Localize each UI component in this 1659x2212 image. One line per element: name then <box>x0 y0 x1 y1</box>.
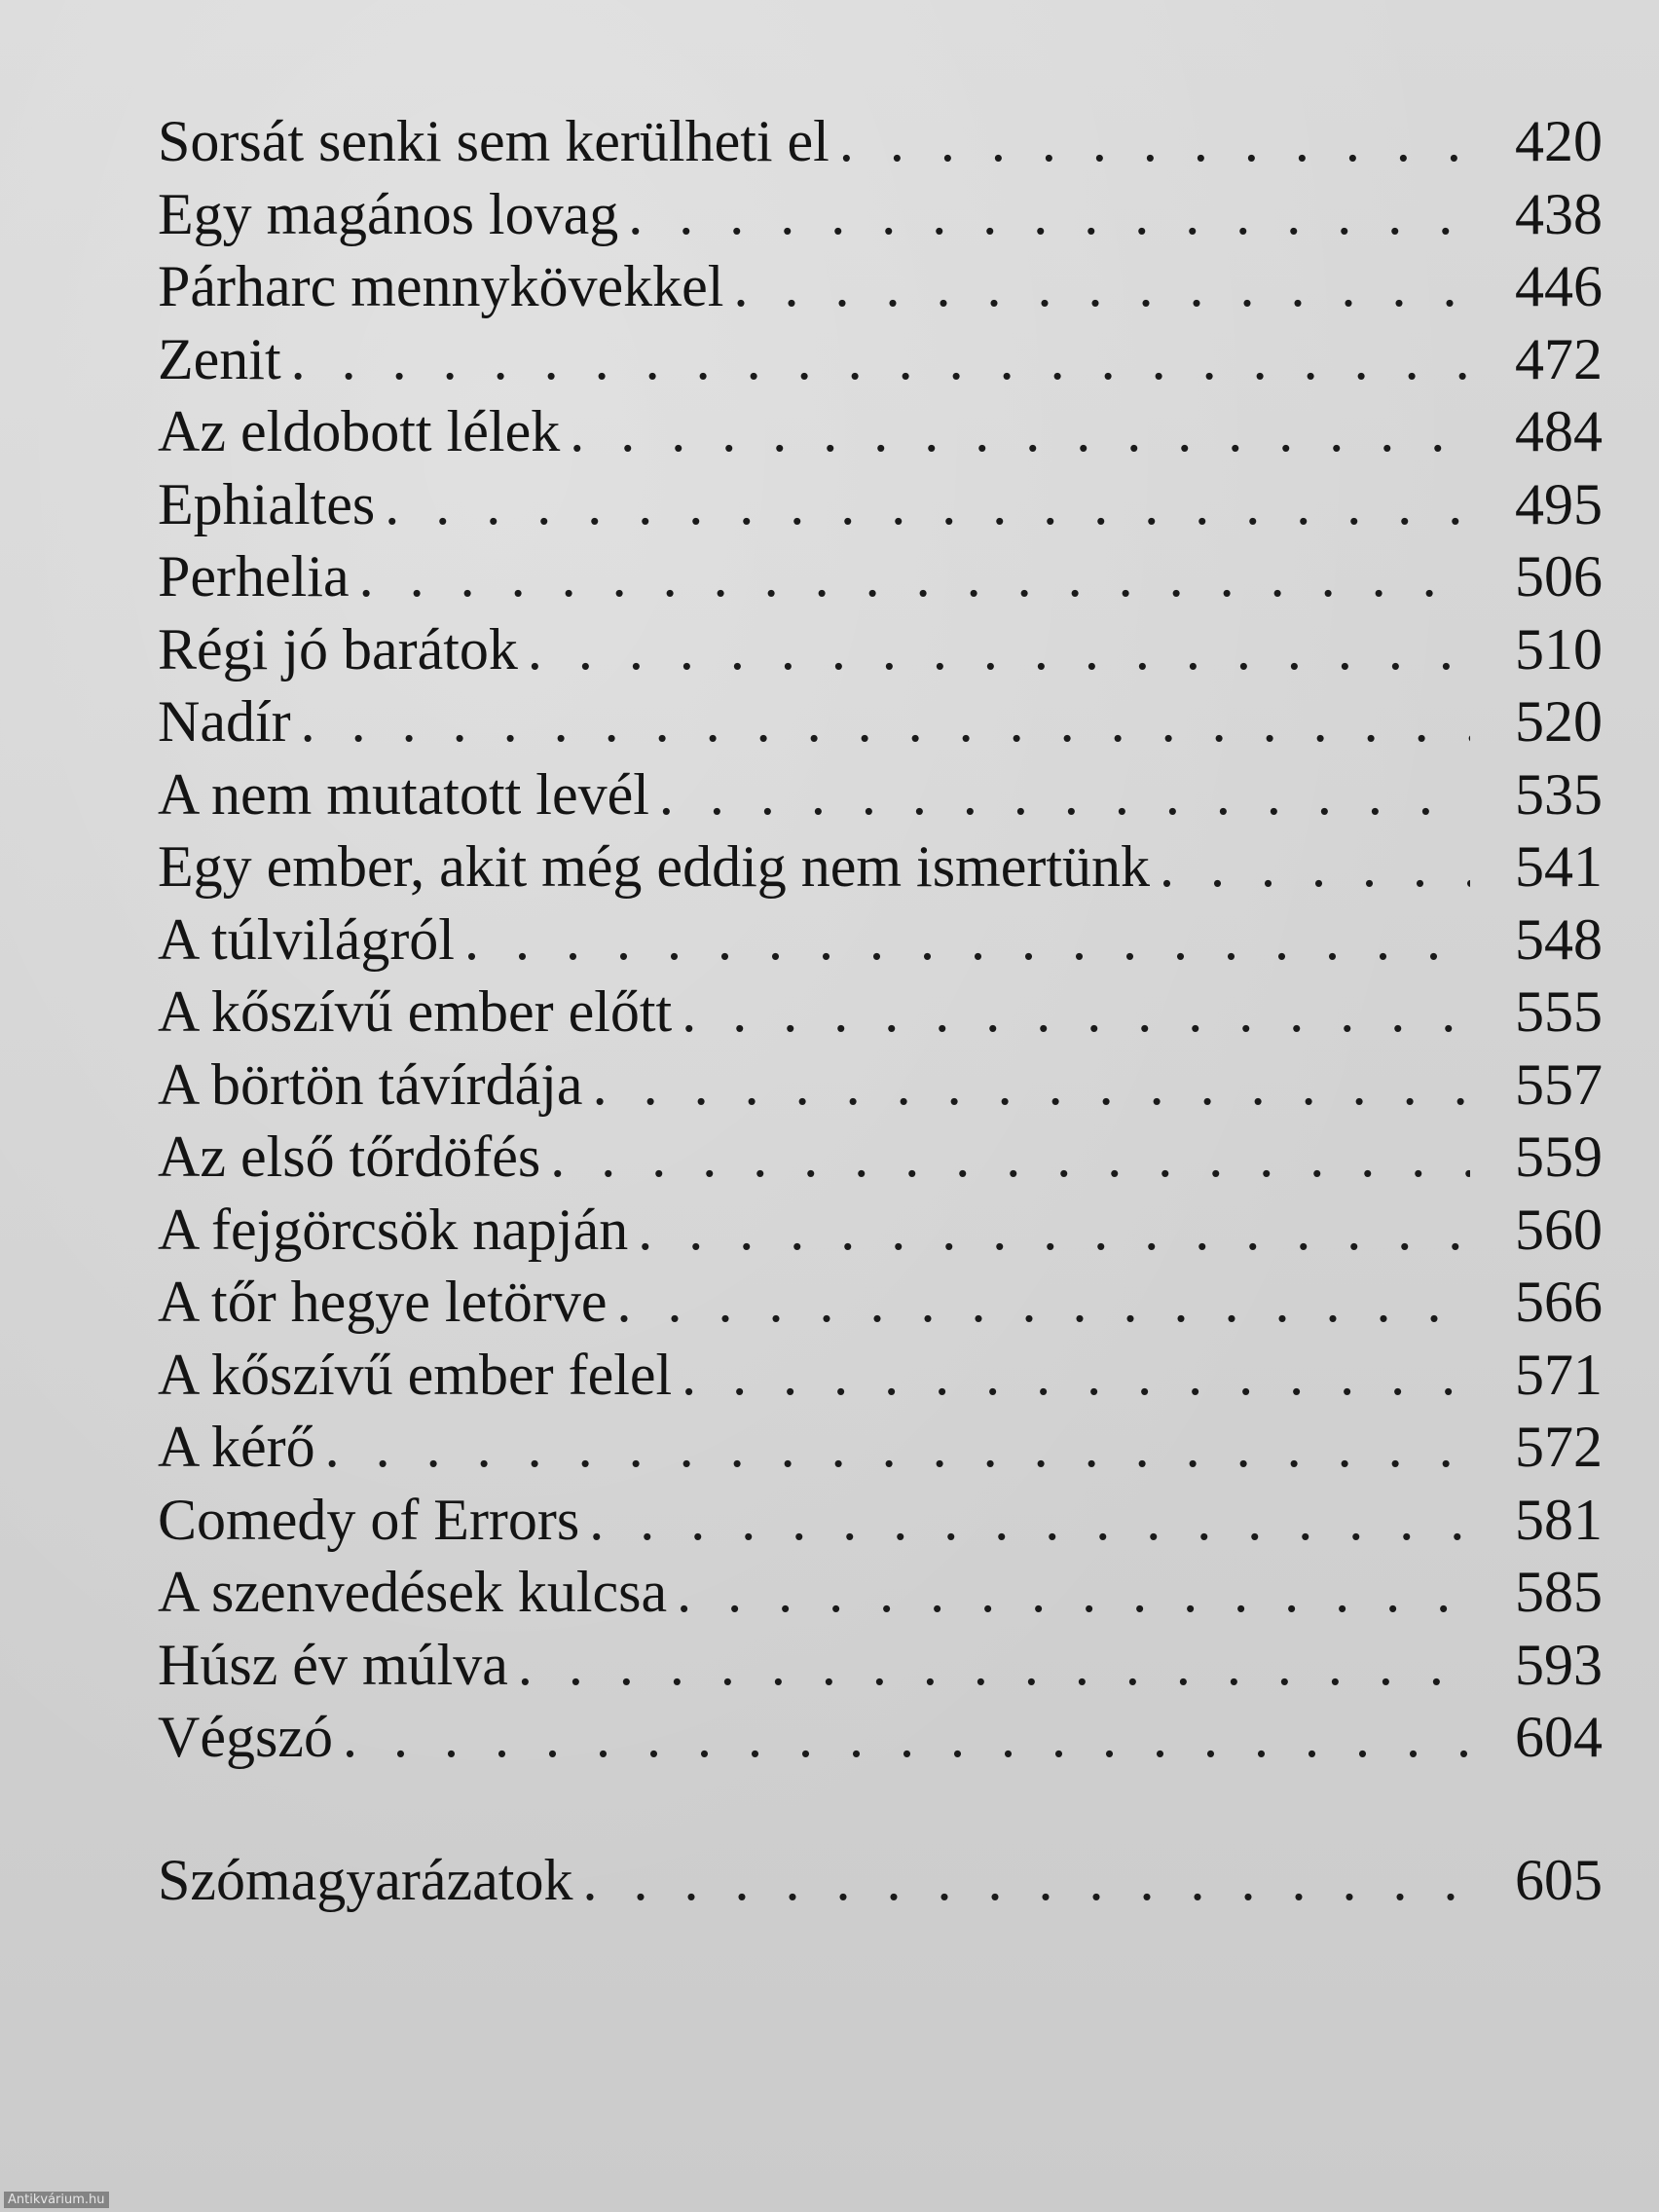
dot-leader <box>608 1266 1470 1339</box>
toc-entry-page: 520 <box>1515 689 1603 754</box>
toc-entry-title: Az eldobott lélek <box>158 399 561 463</box>
toc-entry <box>158 903 1603 977</box>
dot-leader <box>579 1484 1470 1557</box>
toc-entry-page: 535 <box>1515 761 1603 827</box>
dot-leader <box>572 1844 1470 1917</box>
toc-entry-page: 560 <box>1515 1197 1603 1262</box>
toc-entry-title: Az első tőrdöfés <box>158 1124 541 1189</box>
dot-leader <box>508 1629 1470 1702</box>
toc-entry-title: Nadír <box>158 689 291 754</box>
toc-entry-title: Sorsát senki sem kerülheti el <box>158 109 830 173</box>
toc-entry <box>158 1411 1603 1484</box>
toc-entry <box>158 685 1603 758</box>
toc-entry-page: 510 <box>1515 616 1603 682</box>
toc-entry-page: 571 <box>1515 1342 1603 1407</box>
toc-entry-page: 541 <box>1515 834 1603 899</box>
toc-entry-page: 472 <box>1515 326 1603 391</box>
toc-entry-title: Egy ember, akit még eddig nem ismertünk <box>158 834 1151 899</box>
toc-entry <box>158 1049 1603 1122</box>
dot-leader <box>628 1194 1470 1267</box>
table-of-contents <box>158 105 1603 1916</box>
dot-leader <box>583 1049 1470 1122</box>
dot-leader <box>723 250 1470 323</box>
toc-entry-page: 420 <box>1515 109 1603 173</box>
dot-leader <box>518 613 1470 686</box>
toc-entry-title: Ephialtes <box>158 471 376 536</box>
toc-entry-page: 593 <box>1515 1632 1603 1697</box>
toc-entry-title: Végszó <box>158 1705 333 1769</box>
toc-entry-title: A kőszívű ember előtt <box>158 979 673 1044</box>
dot-leader <box>455 903 1470 977</box>
toc-entry-title: A börtön távírdája <box>158 1051 583 1117</box>
toc-entry-page: 555 <box>1515 979 1603 1044</box>
toc-entry-page: 604 <box>1515 1705 1603 1769</box>
toc-entry-title: Comedy of Errors <box>158 1487 580 1552</box>
toc-entry-title: Zenit <box>158 326 281 391</box>
toc-entry <box>158 1556 1603 1629</box>
toc-appendix-entry <box>158 1844 1603 1917</box>
toc-entry <box>158 178 1603 251</box>
dot-leader <box>350 540 1470 613</box>
toc-entry-title: Húsz év múlva <box>158 1632 508 1697</box>
toc-entry <box>158 1121 1603 1194</box>
toc-entry-page: 572 <box>1515 1415 1603 1479</box>
toc-entry-title: A kérő <box>158 1415 315 1479</box>
toc-entry-page: 581 <box>1515 1487 1603 1552</box>
toc-entry <box>158 540 1603 613</box>
toc-entry <box>158 1194 1603 1267</box>
dot-leader <box>540 1121 1470 1194</box>
toc-entry-page: 495 <box>1515 471 1603 536</box>
toc-entry-title: A szenvedések kulcsa <box>158 1560 668 1624</box>
dot-leader <box>333 1701 1470 1774</box>
toc-appendix-page: 605 <box>1515 1847 1603 1912</box>
toc-entry-title: Egy magános lovag <box>158 181 619 246</box>
dot-leader <box>649 758 1470 831</box>
toc-appendix-title: Szómagyarázatok <box>158 1847 573 1912</box>
toc-entry <box>158 758 1603 831</box>
toc-entry-page: 559 <box>1515 1124 1603 1189</box>
toc-entry <box>158 105 1603 178</box>
toc-entry-title: A tőr hegye letörve <box>158 1270 608 1334</box>
dot-leader <box>672 976 1470 1049</box>
dot-leader <box>1150 830 1470 903</box>
dot-leader <box>830 105 1470 178</box>
dot-leader <box>315 1411 1470 1484</box>
toc-entry-page: 484 <box>1515 399 1603 463</box>
toc-entry <box>158 1339 1603 1412</box>
toc-entry <box>158 323 1603 396</box>
toc-entry-title: Régi jó barátok <box>158 616 518 682</box>
toc-entry <box>158 468 1603 541</box>
toc-entry-page: 548 <box>1515 906 1603 972</box>
toc-entry-page: 506 <box>1515 544 1603 608</box>
toc-entry-title: Párharc mennykövekkel <box>158 254 724 318</box>
section-gap <box>158 1774 1603 1844</box>
dot-leader <box>618 178 1470 251</box>
dot-leader <box>672 1339 1470 1412</box>
dot-leader <box>560 395 1470 468</box>
toc-entry <box>158 613 1603 686</box>
toc-entry-page: 566 <box>1515 1270 1603 1334</box>
toc-entry <box>158 830 1603 903</box>
toc-entry-title: A nem mutatott levél <box>158 761 649 827</box>
toc-entry-page: 446 <box>1515 254 1603 318</box>
toc-entry <box>158 976 1603 1049</box>
toc-entry <box>158 395 1603 468</box>
toc-entry <box>158 1266 1603 1339</box>
dot-leader <box>291 685 1470 758</box>
toc-entry-page: 438 <box>1515 181 1603 246</box>
watermark: Antikvárium.hu <box>4 2192 109 2208</box>
toc-entry-title: Perhelia <box>158 544 350 608</box>
dot-leader <box>375 468 1470 541</box>
toc-entry <box>158 1484 1603 1557</box>
toc-entry-title: A kőszívű ember felel <box>158 1342 673 1407</box>
toc-entry <box>158 1629 1603 1702</box>
toc-entry <box>158 250 1603 323</box>
toc-entry-title: A fejgörcsök napján <box>158 1197 629 1262</box>
dot-leader <box>281 323 1470 396</box>
toc-entry-page: 557 <box>1515 1051 1603 1117</box>
toc-entry-page: 585 <box>1515 1560 1603 1624</box>
dot-leader <box>667 1556 1470 1629</box>
toc-entry-title: A túlvilágról <box>158 906 455 972</box>
toc-entry <box>158 1701 1603 1774</box>
